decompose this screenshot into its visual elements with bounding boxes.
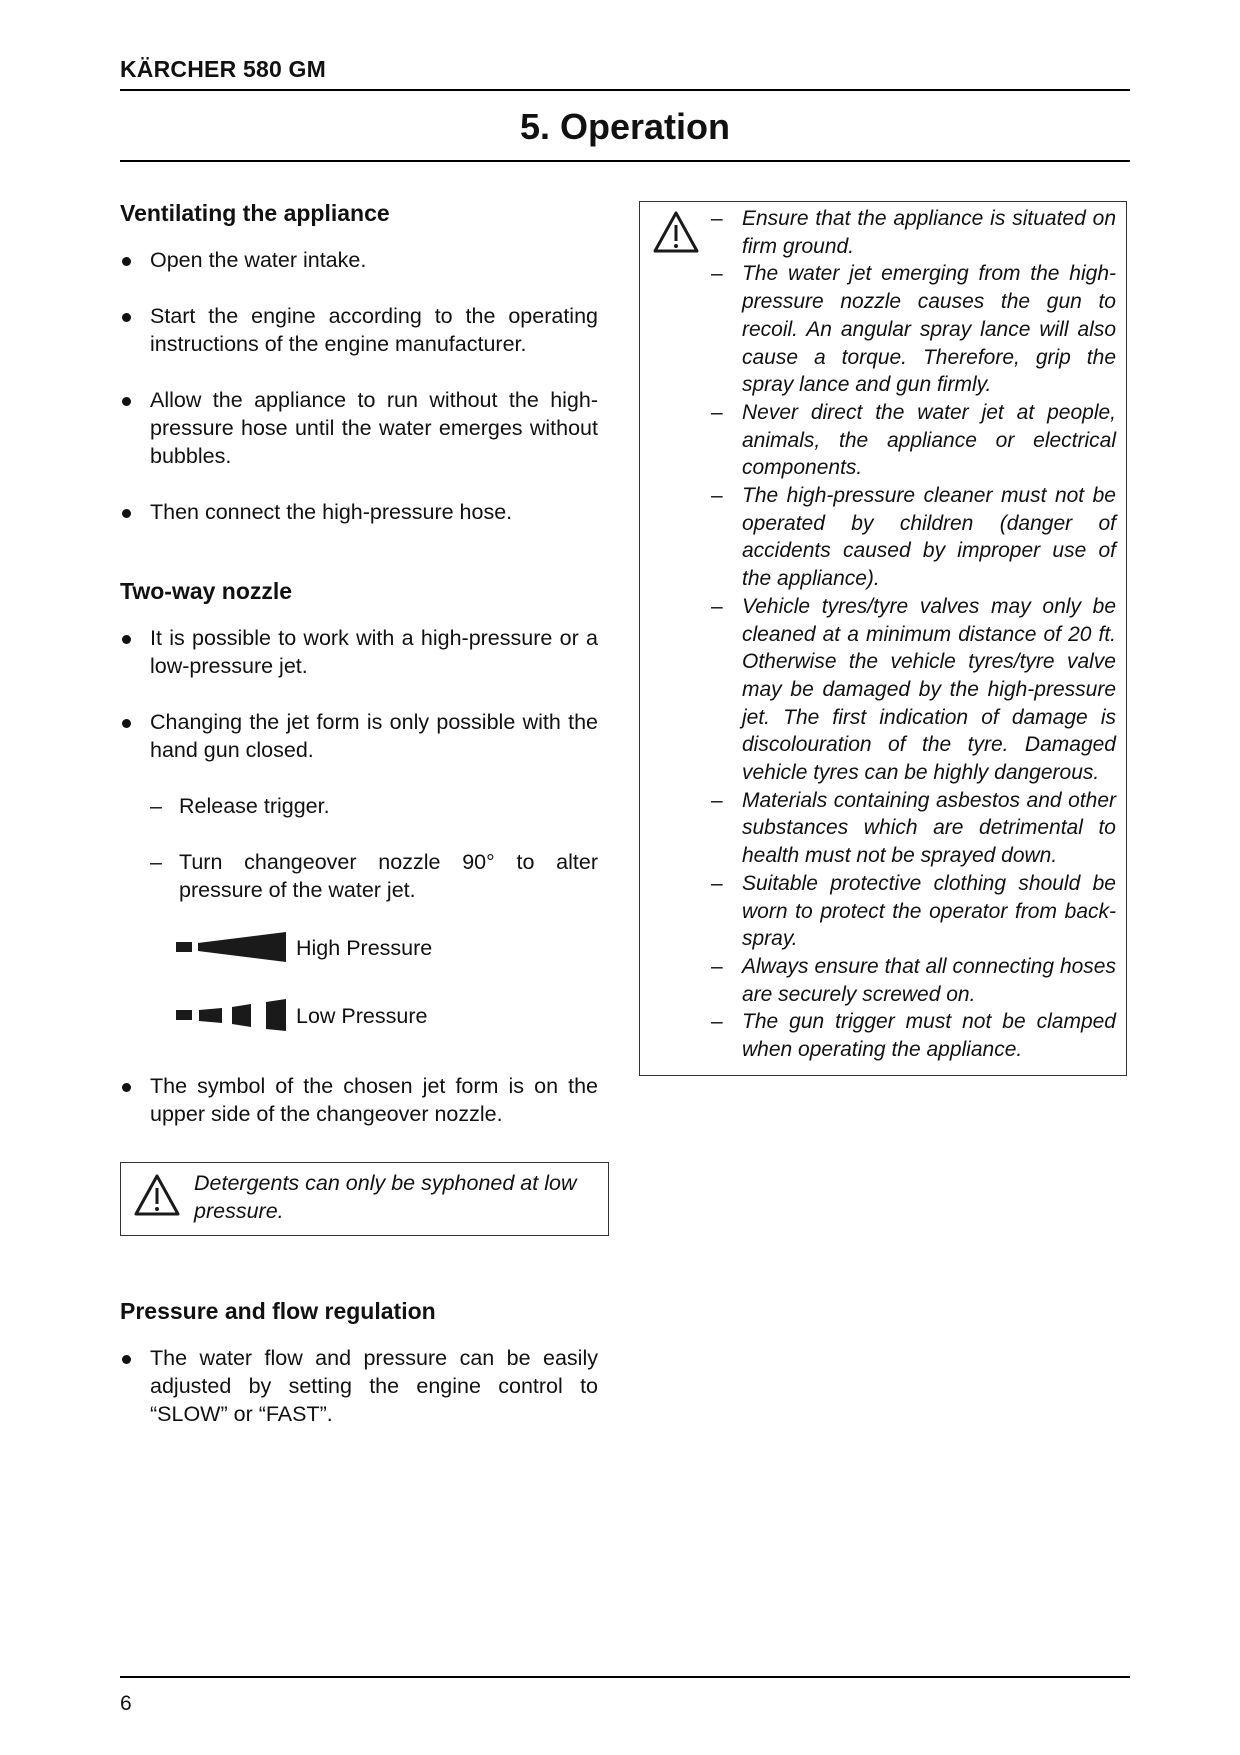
dash-marker: –	[711, 400, 723, 424]
high-pressure-row	[120, 926, 598, 970]
dash-marker: –	[711, 788, 723, 812]
detergent-warning-box	[120, 1162, 609, 1236]
bullet-dot	[122, 719, 131, 728]
list-item: Allow the appliance to run without the high-pressure hose until the water emerges without bubbles.	[120, 386, 598, 470]
dash-marker: –	[150, 850, 162, 874]
page-number: 6	[120, 1692, 132, 1715]
safety-item: – Vehicle tyres/tyre valves may only be cleaned at a minimum distance of 20 ft. Otherwise the vehicle tyres/tyre valve may be damaged by the high-pressure jet. The first indication of damage is discolouration of the tyre. Damaged vehicle tyres can be highly dangerous.	[711, 594, 1116, 785]
header-rule	[120, 89, 1130, 91]
step-item: – Release trigger.	[150, 794, 330, 818]
bullet-dot	[122, 257, 131, 266]
safety-item: – Suitable protective clothing should be worn to protect the operator from back-spray.	[711, 871, 1116, 951]
bullet-dot	[122, 313, 131, 322]
high-pressure-label: High Pressure	[296, 936, 433, 960]
safety-item: – Ensure that the appliance is situated on firm ground.	[711, 207, 1116, 258]
low-pressure-label: Low Pressure	[296, 1004, 428, 1028]
list-item: It is possible to work with a high-pressure or a low-pressure jet.	[120, 624, 598, 680]
dash-marker: –	[711, 484, 723, 508]
left-column	[120, 198, 598, 1428]
safety-item: – Materials containing asbestos and other substances which are detrimental to health must not be sprayed down.	[711, 788, 1116, 868]
warning-icon	[133, 1173, 181, 1217]
dash-marker: –	[711, 1010, 723, 1034]
bullet-dot	[122, 1083, 131, 1092]
brand-header: KÄRCHER 580 GM	[120, 56, 327, 82]
dash-marker: –	[150, 794, 162, 818]
chapter-title: 5. Operation	[519, 106, 731, 147]
nozzle-heading: Two-way nozzle	[120, 578, 293, 604]
bullet-dot	[122, 1355, 131, 1364]
list-item: Then connect the high-pressure hose.	[120, 498, 598, 526]
safety-item: – Always ensure that all connecting hoses are securely screwed on.	[711, 954, 1116, 1006]
list-item: Changing the jet form is only possible with the hand gun closed.	[120, 708, 598, 764]
low-pressure-jet-icon	[176, 998, 288, 1032]
footer-rule	[120, 1676, 1130, 1678]
safety-item: – The water jet emerging from the high-pressure nozzle causes the gun to recoil. An angular spray lance will also cause a torque. Therefore, grip the spray lance and gun firmly.	[711, 262, 1116, 397]
list-item: The symbol of the chosen jet form is on the upper side of the changeover nozzle.	[120, 1072, 598, 1128]
detergent-warning-text: Detergents can only be syphoned at low pressure.	[194, 1171, 577, 1223]
dash-marker: –	[711, 262, 723, 286]
list-item: The water flow and pressure can be easily adjusted by setting the engine control to “SLOW” or “FAST”.	[120, 1344, 598, 1428]
safety-item: – Never direct the water jet at people, animals, the appliance or electrical components.	[711, 400, 1116, 480]
list-item: Start the engine according to the operating instructions of the engine manufacturer.	[120, 302, 598, 358]
step-item: – Turn changeover nozzle 90° to alter pressure of the water jet.	[150, 850, 598, 902]
bullet-dot	[122, 397, 131, 406]
title-rule	[120, 160, 1130, 162]
list-item: Open the water intake.	[120, 246, 598, 274]
dash-marker: –	[711, 207, 723, 230]
low-pressure-row	[120, 994, 598, 1038]
safety-item: – The high-pressure cleaner must not be operated by children (danger of accidents caused by improper use of the appliance).	[711, 484, 1116, 591]
safety-warning-box	[639, 201, 1127, 1076]
safety-item: – The gun trigger must not be clamped when operating the appliance.	[711, 1010, 1116, 1062]
dash-marker: –	[711, 594, 723, 618]
regulation-heading: Pressure and flow regulation	[120, 1298, 436, 1324]
high-pressure-jet-icon	[176, 930, 288, 964]
bullet-dot	[122, 509, 131, 518]
dash-marker: –	[711, 871, 723, 895]
bullet-dot	[122, 635, 131, 644]
ventilating-heading: Ventilating the appliance	[120, 200, 390, 226]
dash-marker: –	[711, 954, 723, 978]
